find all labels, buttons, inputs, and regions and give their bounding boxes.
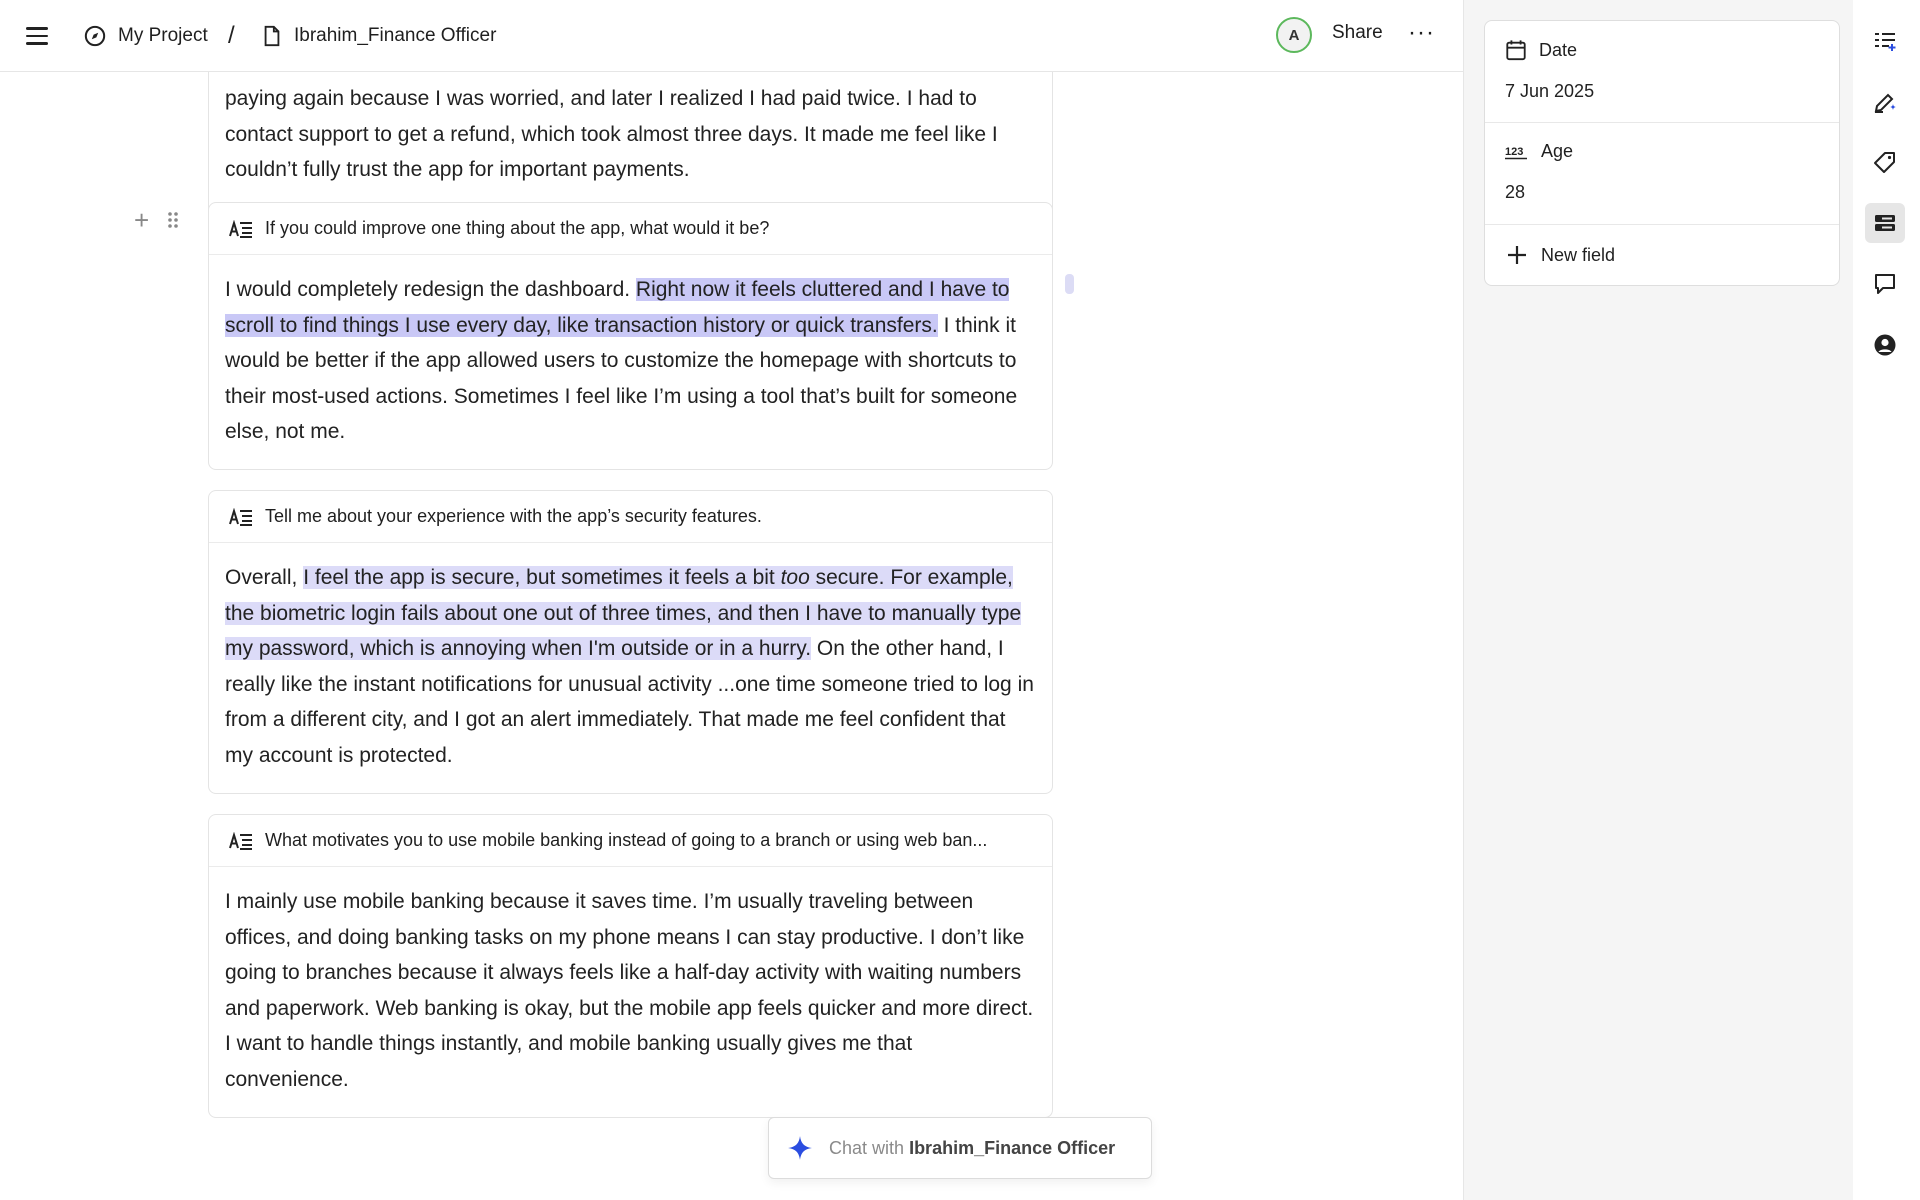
highlighted-segment-italic[interactable]: too [780, 566, 810, 589]
text-question-icon [229, 220, 253, 238]
new-field-label: New field [1541, 244, 1616, 265]
answer-text[interactable] [209, 72, 1052, 206]
text-question-icon [229, 832, 253, 850]
question-text: Tell me about your experience with the app’s security features. [265, 506, 762, 526]
breadcrumb-document[interactable] [262, 0, 496, 72]
chat-with-participant-button[interactable] [768, 1117, 1152, 1179]
answer-segment: I think it would be better if the app allowed users to customize the homepage with shortcuts to their most-used actions. Sometimes I feel like I’m using a tool that’s built for someone else, not me. [225, 313, 1018, 443]
top-bar [0, 0, 1463, 72]
avatar[interactable]: A [1276, 17, 1312, 53]
highlighted-segment[interactable]: I feel the app is secure, but sometimes it feels a bit [303, 566, 781, 589]
document-icon [262, 25, 282, 47]
field-age-label: Age [1541, 141, 1574, 161]
more-options-icon[interactable]: ··· [1408, 19, 1435, 46]
breadcrumb-project-label: My Project [118, 25, 208, 46]
share-button[interactable]: Share [1332, 22, 1383, 43]
svg-text:123: 123 [1505, 145, 1524, 158]
sparkle-icon [787, 1135, 813, 1161]
properties-panel [1463, 0, 1853, 1200]
tag-icon[interactable] [1865, 143, 1905, 183]
calendar-icon [1505, 39, 1527, 61]
drag-handle-icon[interactable] [167, 211, 179, 229]
answer-text[interactable] [209, 543, 1052, 791]
question-header[interactable] [209, 491, 1052, 543]
field-age-value[interactable]: 28 [1505, 182, 1526, 202]
question-text: What motivates you to use mobile banking instead of going to a branch or using web ban... [265, 830, 988, 850]
field-date[interactable] [1485, 21, 1839, 123]
number-icon [1505, 143, 1529, 161]
chat-prefix: Chat with [829, 1137, 905, 1158]
answer-segment: On the other hand, I really like the instant notifications for unusual activity ...one time someone tried to log in from a different city, and I got an alert immediately. That made me feel confident that my account is protected. [225, 637, 1034, 767]
answer-segment: I would completely redesign the dashboard. [225, 278, 636, 301]
question-card [208, 490, 1053, 794]
answer-segment: I mainly use mobile banking because it saves time. I’m usually traveling between offices, and doing banking tasks on my phone means I can stay productive. I don’t like going to branches because it always feels like a half-day activity with waiting numbers and paperwork. Web banking is okay, but the mobile app feels quicker and more direct. I want to handle things instantly, and mobile banking usually gives me that convenience. [225, 890, 1034, 1091]
question-card [208, 814, 1053, 1118]
highlighted-segment[interactable]: Right now it feels cluttered and I have to scroll to find things I use every day, like transaction history or quick transfers. [225, 278, 1010, 337]
plus-icon [1507, 245, 1527, 265]
comment-marker[interactable] [1065, 274, 1074, 294]
field-age[interactable] [1485, 123, 1839, 225]
transcript-area [0, 72, 1463, 1200]
answer-segment: Overall, [225, 566, 304, 589]
fields-card [1484, 20, 1840, 286]
checklist-icon[interactable] [1865, 21, 1905, 61]
breadcrumb-document-label: Ibrahim_Finance Officer [294, 25, 497, 46]
fields-icon[interactable] [1865, 203, 1905, 243]
row-tools [134, 205, 179, 235]
edit-sparkle-icon[interactable] [1865, 82, 1905, 122]
answer-segment: paying again because I was worried, and later I realized I had paid twice. I had to contact support to get a refund, which took almost three days. It made me feel like I couldn’t fully trust the app for important payments. [225, 87, 998, 181]
breadcrumb-separator: / [228, 22, 235, 49]
question-card [208, 202, 1053, 470]
field-date-label: Date [1539, 39, 1578, 60]
user-circle-icon[interactable] [1865, 325, 1905, 365]
new-field-button[interactable] [1485, 225, 1839, 285]
right-icon-rail [1853, 0, 1920, 1200]
text-question-icon [229, 508, 253, 526]
field-date-value[interactable]: 7 Jun 2025 [1505, 81, 1595, 101]
comment-icon[interactable] [1865, 264, 1905, 304]
add-block-icon[interactable]: + [134, 205, 150, 235]
compass-icon [84, 25, 106, 47]
chat-target: Ibrahim_Finance Officer [909, 1137, 1116, 1158]
answer-text[interactable] [209, 255, 1052, 468]
hamburger-menu-icon[interactable] [26, 22, 54, 50]
answer-text[interactable] [209, 867, 1052, 1115]
question-header[interactable] [209, 815, 1052, 867]
question-header[interactable] [209, 203, 1052, 255]
breadcrumb-project[interactable] [84, 0, 208, 72]
highlighted-segment[interactable]: secure. For example, the biometric login fails about one out of three times, and then I have to manually type my password, which is annoying when I'm outside or in a hurry. [225, 566, 1022, 660]
question-text: If you could improve one thing about the app, what would it be? [265, 218, 770, 238]
